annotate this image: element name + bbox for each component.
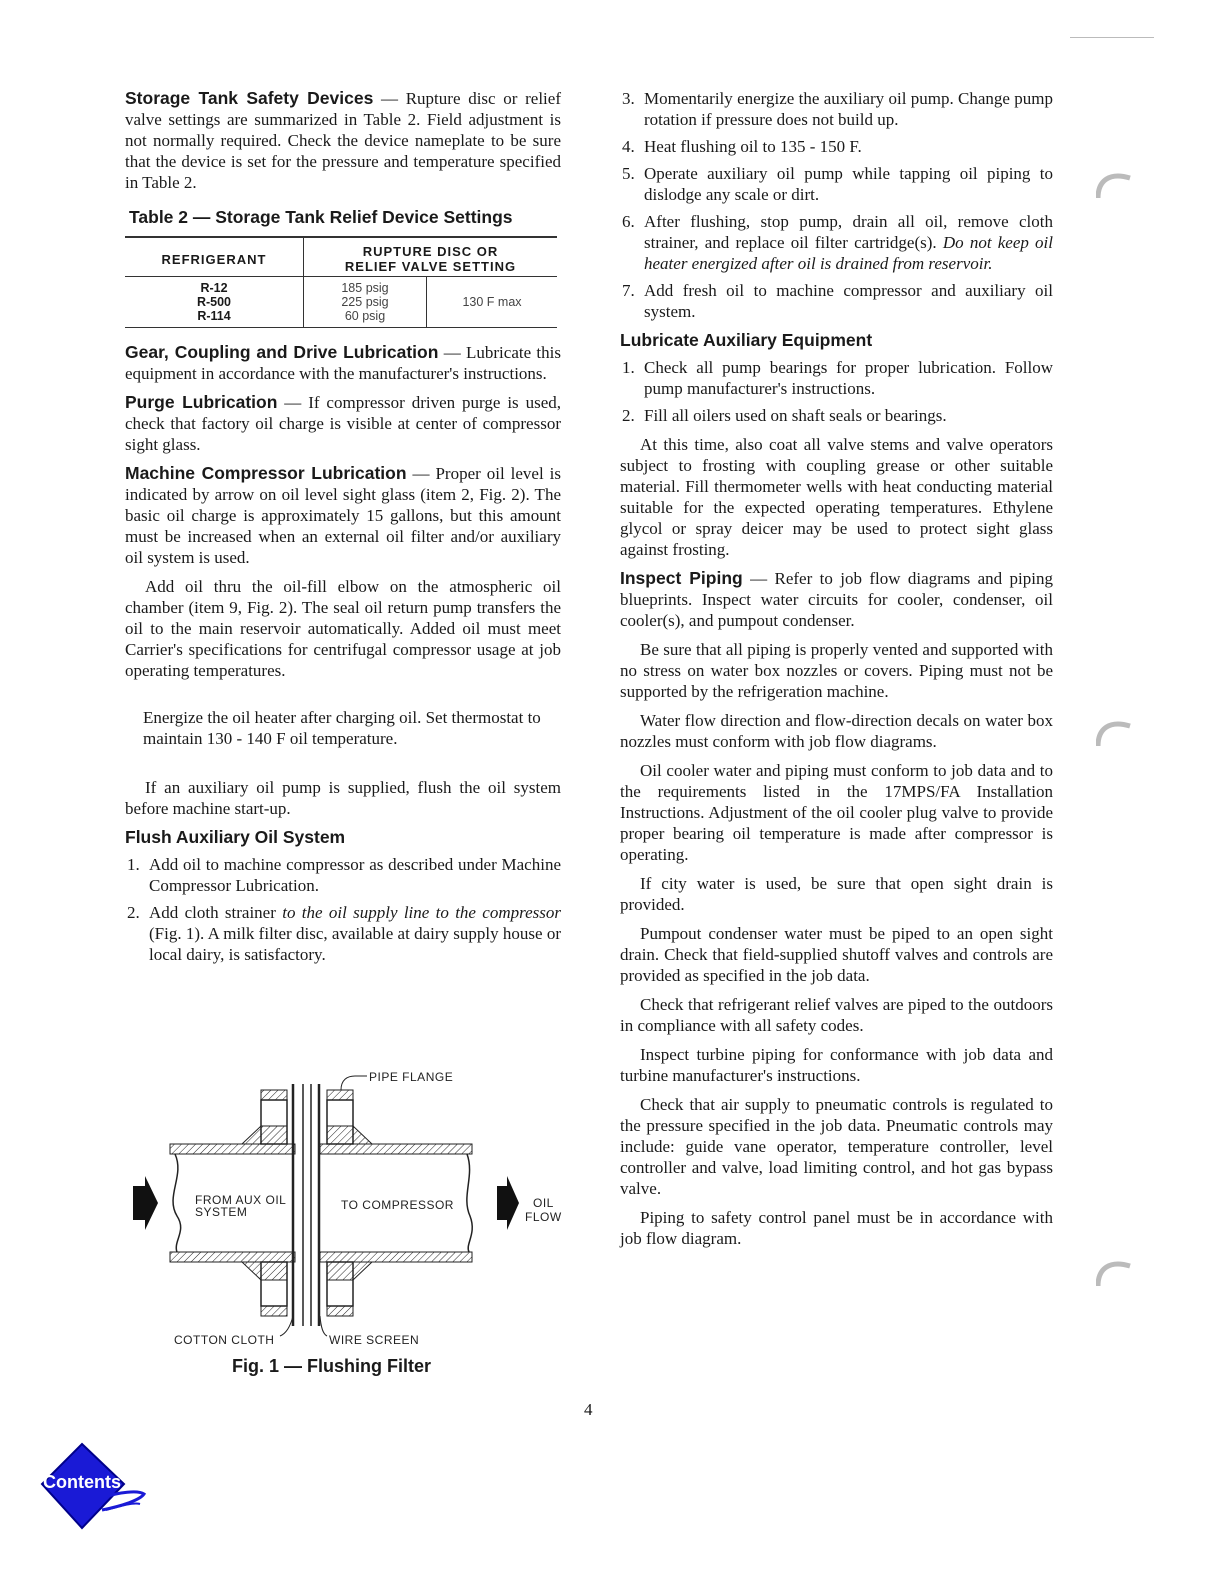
list-item bbox=[620, 405, 1053, 426]
list-item bbox=[125, 902, 561, 965]
binding-tab-mark bbox=[1096, 170, 1132, 200]
air-supply-paragraph: Check that air supply to pneumatic controls is regulated to the pressure specified in the job data. Pneumatic controls may include: guide vane operator, temperature controller, level controller and valve, load limiting control, and hot gas bypass valve. bbox=[620, 1095, 1053, 1198]
table-cell: 60 psig bbox=[344, 309, 386, 323]
left-column bbox=[125, 88, 561, 973]
safety-panel-paragraph: Piping to safety control panel must be in accordance with job flow diagram. bbox=[620, 1208, 1053, 1248]
storage-heading: Storage Tank Safety Devices bbox=[125, 88, 374, 108]
list-item-text: Heat flushing oil to 135 - 150 F. bbox=[644, 137, 862, 156]
table-header-setting-line2: RELIEF VALVE SETTING bbox=[344, 259, 517, 274]
temperature-cell: 130 F max bbox=[427, 277, 558, 328]
table-cell: 225 psig bbox=[341, 295, 389, 309]
oil-flow-label-2: FLOW bbox=[525, 1210, 562, 1224]
list-number: 6. bbox=[622, 212, 635, 231]
list-item bbox=[620, 357, 1053, 399]
list-item-text: Add cloth strainer bbox=[149, 903, 283, 922]
pipe-wall-left-bottom bbox=[170, 1252, 295, 1262]
pipe-wall-right-top bbox=[320, 1144, 472, 1154]
list-item-text: Momentarily energize the auxiliary oil pump. Change pump rotation if pressure does not build up. bbox=[644, 89, 1053, 129]
lubricate-heading: Lubricate Auxiliary Equipment bbox=[620, 330, 873, 350]
list-item bbox=[620, 88, 1053, 130]
top-rule bbox=[1070, 37, 1154, 38]
storage-text: — Rupture disc or relief valve settings are summarized in Table 2. Field adjustment is not normally required. Check the device nameplate to be sure that the device is set for the pressure and temperature specified in Table 2. bbox=[125, 89, 561, 192]
purge-heading: Purge Lubrication bbox=[125, 392, 278, 412]
binding-tab-mark bbox=[1096, 1258, 1132, 1288]
list-number: 5. bbox=[622, 164, 635, 183]
table-cell: R-114 bbox=[197, 309, 231, 323]
list-number: 4. bbox=[622, 137, 635, 156]
list-item-italic: to the oil supply line to the compressor bbox=[282, 903, 561, 922]
list-number: 2. bbox=[127, 903, 140, 922]
table-title: Table 2 — Storage Tank Relief Device Settings bbox=[129, 207, 513, 227]
flow-arrow-right bbox=[497, 1176, 519, 1230]
pumpout-paragraph: Pumpout condenser water must be piped to an open sight drain. Check that field-supplied shutoff valves and controls are provided as specified in the job data. bbox=[620, 924, 1053, 985]
list-item-text: Check all pump bearings for proper lubrication. Follow pump manufacturer's instructions. bbox=[644, 358, 1053, 398]
relief-settings-table bbox=[125, 236, 557, 328]
table-cell: R-12 bbox=[200, 281, 228, 295]
refrigerant-cell bbox=[125, 277, 304, 328]
list-item bbox=[620, 163, 1053, 205]
list-item-text: Add fresh oil to machine compressor and auxiliary oil system. bbox=[644, 281, 1053, 321]
machine-paragraph bbox=[125, 463, 561, 568]
contents-label: Contents bbox=[43, 1472, 121, 1492]
oil-flow-label-1: OIL bbox=[533, 1196, 554, 1210]
relief-valve-paragraph: Check that refrigerant relief valves are piped to the outdoors in compliance with all safety codes. bbox=[620, 995, 1053, 1035]
turbine-paragraph: Inspect turbine piping for conformance with job data and turbine manufacturer's instructions. bbox=[620, 1045, 1053, 1085]
list-item bbox=[620, 280, 1053, 322]
purge-paragraph bbox=[125, 392, 561, 455]
list-item-italic: Do not keep oil heater energized after oil is drained from reservoir. bbox=[644, 233, 1053, 273]
list-item-text: (Fig. 1). A milk filter disc, available at dairy supply house or local dairy, is satisfactory. bbox=[149, 924, 561, 964]
list-number: 1. bbox=[622, 358, 635, 377]
figure-caption: Fig. 1 — Flushing Filter bbox=[232, 1356, 432, 1376]
cotton-cloth-label: COTTON CLOTH bbox=[174, 1333, 275, 1347]
binding-tab-mark bbox=[1096, 718, 1132, 748]
list-number: 3. bbox=[622, 89, 635, 108]
contents-button[interactable] bbox=[40, 1440, 150, 1535]
aux-pump-paragraph: If an auxiliary oil pump is supplied, flush the oil system before machine start-up. bbox=[125, 778, 561, 818]
from-aux-label-2: SYSTEM bbox=[195, 1205, 248, 1219]
list-number: 7. bbox=[622, 281, 635, 300]
gear-text: — Lubricate this equipment in accordance with the manufacturer's instructions. bbox=[125, 343, 561, 383]
list-item-text: Operate auxiliary oil pump while tapping oil piping to dislodge any scale or dirt. bbox=[644, 164, 1053, 204]
list-item bbox=[620, 136, 1053, 157]
city-water-paragraph: If city water is used, be sure that open sight drain is provided. bbox=[620, 874, 1053, 914]
inspect-paragraph bbox=[620, 568, 1053, 631]
table-header-refrigerant: REFRIGERANT bbox=[125, 237, 304, 277]
from-aux-label-1: FROM AUX OIL bbox=[195, 1193, 287, 1207]
pressure-cell bbox=[304, 277, 427, 328]
pipe-wall-left-top bbox=[170, 1144, 295, 1154]
flush-list bbox=[125, 854, 561, 965]
flush-list-continued bbox=[620, 88, 1053, 322]
list-item bbox=[125, 854, 561, 896]
storage-paragraph bbox=[125, 88, 561, 193]
flushing-filter-figure bbox=[125, 1066, 575, 1386]
list-item bbox=[620, 211, 1053, 274]
flush-heading: Flush Auxiliary Oil System bbox=[125, 827, 346, 847]
table-cell: 185 psig bbox=[341, 281, 389, 295]
list-number: 1. bbox=[127, 855, 140, 874]
table-header-setting-line1: RUPTURE DISC OR bbox=[362, 244, 499, 259]
table-cell: R-500 bbox=[196, 295, 232, 309]
waterflow-paragraph: Water flow direction and flow-direction decals on water box nozzles must conform with job flow diagrams. bbox=[620, 711, 1053, 751]
list-item-text: After flushing, stop pump, drain all oil, remove cloth strainer, and replace oil filter cartridge(s). bbox=[644, 212, 1053, 252]
vented-paragraph: Be sure that all piping is properly vented and supported with no stress on water box nozzles or covers. Piping must not be supported by the refrigeration machine. bbox=[620, 640, 1053, 701]
add-oil-paragraph: Add oil thru the oil-fill elbow on the atmospheric oil chamber (item 9, Fig. 2). The seal oil return pump transfers the oil to the main reservoir automatically. Added oil must meet Carrier's specifications for centrifugal compressor usage at job operating temperatures. bbox=[125, 577, 561, 680]
list-number: 2. bbox=[622, 406, 635, 425]
to-compressor-label: TO COMPRESSOR bbox=[341, 1198, 454, 1212]
table-header-setting bbox=[304, 237, 558, 277]
inspect-heading: Inspect Piping bbox=[620, 568, 743, 588]
wire-screen-label: WIRE SCREEN bbox=[329, 1333, 420, 1347]
pipe-wall-right-bottom bbox=[320, 1252, 472, 1262]
pipe-flange-label: PIPE FLANGE bbox=[369, 1070, 454, 1084]
list-item-text: Fill all oilers used on shaft seals or bearings. bbox=[644, 406, 947, 425]
machine-text: — Proper oil level is indicated by arrow on oil level sight glass (item 2, Fig. 2). The basic oil charge is approximately 15 gallons, but this amount must be increased when an external oil filter and/or auxiliary oil system is used. bbox=[125, 464, 561, 567]
energize-note: Energize the oil heater after charging oil. Set thermostat to maintain 130 - 140 F oil temperature. bbox=[143, 708, 541, 748]
flow-arrow-left bbox=[133, 1176, 158, 1230]
gear-heading: Gear, Coupling and Drive Lubrication bbox=[125, 342, 439, 362]
inspect-text: — Refer to job flow diagrams and piping blueprints. Inspect water circuits for cooler, condenser, oil cooler(s), and pumpout condenser. bbox=[620, 569, 1053, 630]
right-column bbox=[620, 88, 1053, 1257]
coat-paragraph: At this time, also coat all valve stems and valve operators subject to frosting with coupling grease or other suitable material. Fill thermometer wells with heat conducting material suitable for the expected operating temperatures. Ethylene glycol or spray deicer may be used to protect sight glass against frosting. bbox=[620, 435, 1053, 559]
oilcooler-paragraph: Oil cooler water and piping must conform to job data and to the requirements listed in the 17MPS/FA Installation Instructions. Adjustment of the oil cooler plug valve to provide proper bearing oil temperature is made after compressor is operating. bbox=[620, 761, 1053, 864]
gear-paragraph bbox=[125, 342, 561, 384]
purge-text: — If compressor driven purge is used, check that factory oil charge is visible at center of compressor sight glass. bbox=[125, 393, 561, 454]
list-item-text: Add oil to machine compressor as described under Machine Compressor Lubrication. bbox=[149, 855, 561, 895]
page-number: 4 bbox=[584, 1400, 593, 1419]
lubricate-list bbox=[620, 357, 1053, 426]
machine-heading: Machine Compressor Lubrication bbox=[125, 463, 407, 483]
